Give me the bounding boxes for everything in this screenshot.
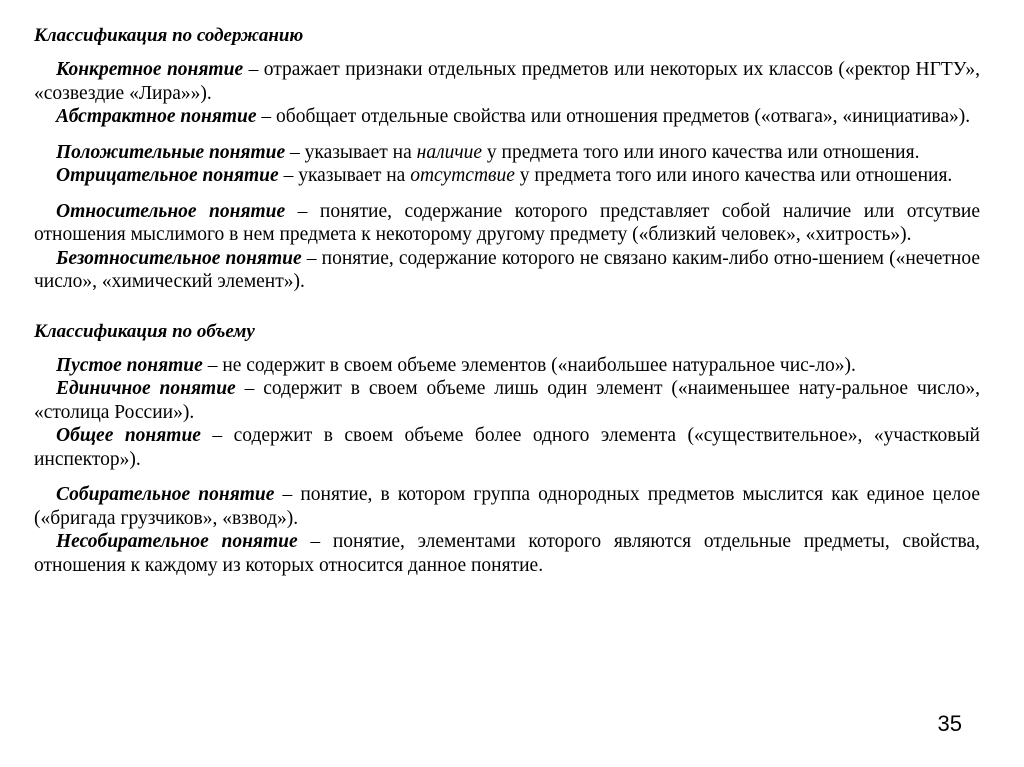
section-content-classification (34, 24, 980, 294)
definition-paragraph (34, 58, 980, 105)
definition-term: Безотносительное понятие (56, 247, 302, 269)
definition-term: Несобирательное понятие (56, 531, 298, 552)
definition-term: Относительное понятие (56, 200, 286, 222)
definition-paragraph (34, 200, 980, 247)
definition-text: у предмета того или иного качества или отношения. (482, 141, 920, 163)
definition-paragraph (34, 105, 980, 129)
definition-text: – содержит в своем объеме более одного элемента («существительное», «участковый инспектор»). (34, 425, 980, 470)
definition-text: – понятие, в котором группа однородных предметов мыслится как единое целое («бригада грузчиков», «взвод»). (34, 484, 980, 529)
definition-term: Конкретное понятие (56, 59, 244, 80)
definition-text: – указывает на (285, 141, 417, 163)
definition-term: Собирательное понятие (56, 484, 275, 505)
section-heading: Классификация по объему (34, 320, 255, 342)
definition-text: – понятие, содержание которого представляет собой наличие или отсутвие отношения мыслимого в нем предмета к некоторому другому предмету («близкий человек», «хитрость»). (34, 200, 981, 245)
definition-term: Абстрактное понятие (56, 106, 257, 127)
definition-term: Единичное понятие (56, 378, 236, 399)
definition-text: – не содержит в своем объеме элементов («наибольшее натуральное чис-ло»). (202, 354, 856, 376)
paragraph-group (34, 483, 980, 577)
paragraph-group (34, 200, 980, 294)
definition-text: – указывает на (278, 165, 411, 186)
paragraph-group (34, 58, 980, 129)
definition-paragraph (34, 247, 980, 294)
definition-text: у предмета того или иного качества или отношения. (514, 165, 953, 186)
definition-text: – понятие, элементами которого являются отдельные предметы, свойства, отношения к каждому из которых относится данное понятие. (34, 531, 980, 576)
definition-term: Положительные понятие (56, 141, 286, 163)
paragraph-group (34, 141, 980, 188)
definition-paragraph (34, 141, 980, 165)
definition-paragraph (34, 483, 980, 530)
definition-text: – обобщает отдельные свойства или отношения предметов («отвага», «инициатива»). (256, 106, 971, 127)
definition-text: – содержит в своем объеме лишь один элемент («наименьшее нату-ральное число», «столица России»). (34, 378, 980, 423)
definition-paragraph (34, 164, 980, 188)
definition-term: Пустое понятие (56, 354, 203, 376)
definition-text: – отражает признаки отдельных предметов или некоторых их классов («ректор НГТУ», «созвездие «Лира»»). (34, 59, 981, 104)
definition-paragraph (34, 530, 980, 577)
emphasized-word: отсутствие (410, 165, 515, 186)
document-page (34, 24, 980, 577)
section-volume-classification (34, 320, 980, 578)
definition-paragraph (34, 424, 980, 471)
section-heading: Классификация по содержанию (34, 25, 304, 46)
definition-paragraph (34, 377, 980, 424)
definition-term: Общее понятие (56, 425, 201, 446)
emphasized-word: наличие (416, 141, 483, 163)
definition-paragraph (34, 354, 980, 378)
page-number: 35 (937, 711, 962, 736)
definition-text: – понятие, содержание которого не связано каким-либо отно-шением («нечетное число», «химический элемент»). (34, 247, 981, 292)
definition-term: Отрицательное понятие (56, 165, 279, 186)
paragraph-group (34, 354, 980, 472)
